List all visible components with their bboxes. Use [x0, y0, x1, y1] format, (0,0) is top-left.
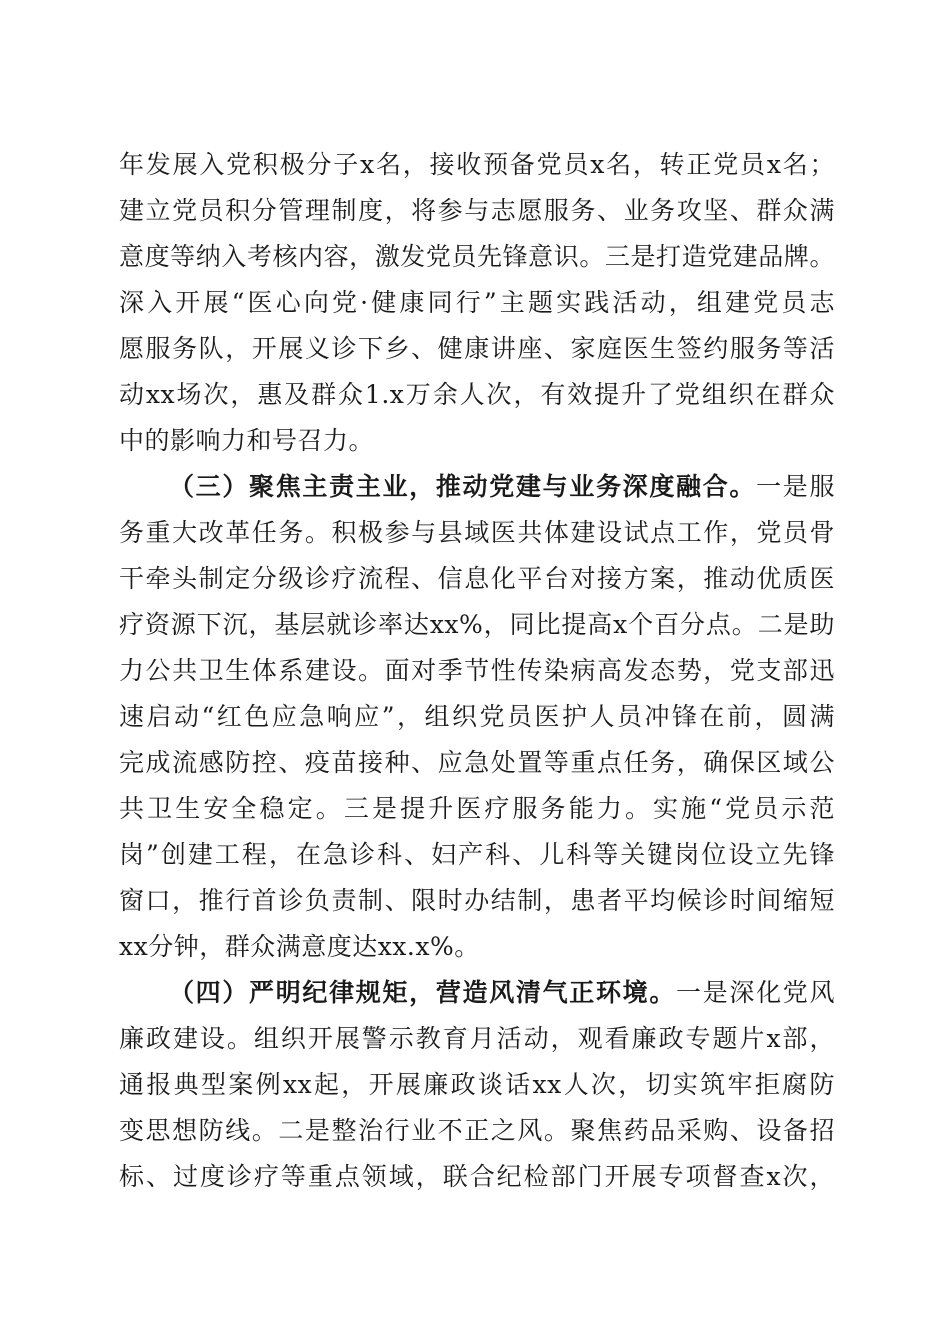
paragraph-line: 变思想防线。二是整治行业不正之风。聚焦药品采购、设备招 — [119, 1116, 835, 1145]
paragraph-line: 意度等纳入考核内容，激发党员先锋意识。三是打造党建品牌。 — [119, 242, 835, 271]
paragraph-line: 标、过度诊疗等重点领域，联合纪检部门开展专项督查x次， — [119, 1162, 835, 1191]
paragraph-line: 建立党员积分管理制度，将参与志愿服务、业务攻坚、群众满 — [119, 196, 835, 225]
paragraph-line: xx分钟，群众满意度达xx.x%。 — [119, 932, 480, 961]
section-4-heading: （四）严明纪律规矩，营造风清气正环境。 — [169, 978, 677, 1007]
section-3-first-line — [169, 465, 835, 509]
paragraph-line: 通报典型案例xx起，开展廉政谈话xx人次，切实筑牢拒腐防 — [119, 1070, 835, 1099]
paragraph-line: 完成流感防控、疫苗接种、应急处置等重点任务，确保区域公 — [119, 748, 835, 777]
paragraph-line: 力公共卫生体系建设。面对季节性传染病高发态势，党支部迅 — [119, 656, 835, 685]
paragraph-line: 廉政建设。组织开展警示教育月活动，观看廉政专题片x部， — [119, 1024, 835, 1053]
paragraph-line: 疗资源下沉，基层就诊率达xx%，同比提高x个百分点。二是助 — [119, 610, 835, 639]
section-3-first-line-text: 一是服 — [756, 472, 835, 501]
section-4-first-line-text: 一是深化党风 — [676, 978, 835, 1007]
paragraph-line: 深入开展“医心向党·健康同行”主题实践活动，组建党员志 — [119, 288, 835, 317]
section-3-heading: （三）聚焦主责主业，推动党建与业务深度融合。 — [169, 472, 757, 501]
paragraph-line: 干牵头制定分级诊疗流程、信息化平台对接方案，推动优质医 — [119, 564, 835, 593]
paragraph-line: 务重大改革任务。积极参与县域医共体建设试点工作，党员骨 — [119, 518, 835, 547]
paragraph-line: 共卫生安全稳定。三是提升医疗服务能力。实施“党员示范 — [119, 794, 835, 823]
paragraph-line: 速启动“红色应急响应”，组织党员医护人员冲锋在前，圆满 — [119, 702, 835, 731]
paragraph-line: 中的影响力和号召力。 — [119, 426, 375, 455]
paragraph-line: 愿服务队，开展义诊下乡、健康讲座、家庭医生签约服务等活 — [119, 334, 835, 363]
paragraph-line: 窗口，推行首诊负责制、限时办结制，患者平均候诊时间缩短 — [119, 886, 835, 915]
section-4-first-line — [169, 971, 835, 1015]
paragraph-line: 动xx场次，惠及群众1.x万余人次，有效提升了党组织在群众 — [119, 380, 835, 409]
paragraph-line: 岗”创建工程，在急诊科、妇产科、儿科等关键岗位设立先锋 — [119, 840, 835, 869]
paragraph-line: 年发展入党积极分子x名，接收预备党员x名，转正党员x名； — [119, 150, 835, 179]
